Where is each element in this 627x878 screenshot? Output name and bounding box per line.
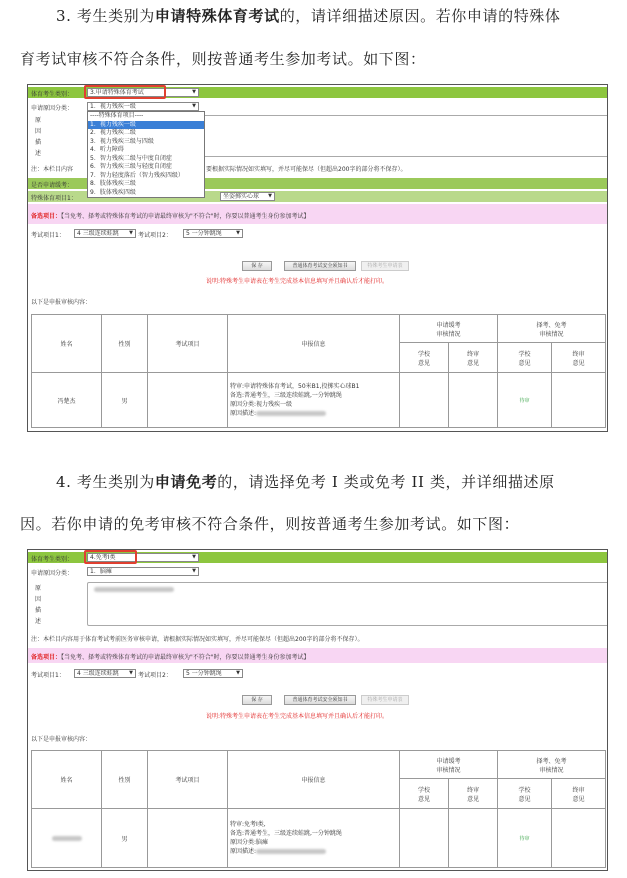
th-item: 考试项目 — [148, 751, 228, 809]
dropdown-option[interactable]: 6．智力残疾三级与轻度自闭症 — [90, 163, 172, 170]
screenshot-exemption — [27, 549, 608, 871]
note-tail: 要根据实际情况如实填写，并尽可能保尽（但超出200字的部分将不保存）。 — [206, 166, 407, 173]
highlight-box — [84, 550, 137, 564]
th-name: 姓名 — [32, 315, 102, 373]
th-info: 申报信息 — [228, 751, 400, 809]
list-caption: 以下是申报审核内容： — [31, 736, 92, 743]
category-select[interactable]: 3.申请特殊体育考试 ▼ — [87, 88, 199, 97]
dropdown-option[interactable]: 8．肢体残疾三级 — [90, 180, 136, 187]
hint-text: 说明:特殊考生申请表在考生完成基本信息填写并且确认后才能打印。 — [206, 278, 389, 285]
exam1-label: 考试项目1： — [31, 672, 65, 679]
reason-dropdown-list[interactable] — [87, 111, 205, 198]
th-exempt: 择考、免考 审核情况 — [498, 751, 606, 779]
cell-status: 待审 — [498, 373, 552, 428]
th-item: 考试项目 — [148, 315, 228, 373]
desc-char: 原 — [35, 585, 42, 592]
print-notice-button[interactable]: 普通体育考试安全须知书 — [284, 261, 356, 271]
th-defer: 申请缓考 审核情况 — [400, 315, 498, 343]
reason-label: 申请原因分类： — [31, 570, 74, 577]
reason-textarea[interactable] — [87, 582, 608, 626]
hint-text: 说明:特殊考生申请表在考生完成基本信息填写并且确认后才能打印。 — [206, 713, 389, 720]
dropdown-option[interactable]: 2．视力残疾二级 — [90, 129, 136, 136]
desc-char: 述 — [35, 618, 42, 625]
th-school: 学校 意见 — [400, 343, 449, 373]
notice-text: 备选项目：【当免考、择考或特殊体育考试的申请最终审核为"不符合"时，你要以普通考生身份参加考试】 — [31, 213, 310, 220]
notice-text: 备选项目：【当免考、择考或特殊体育考试的申请最终审核为"不符合"时，你要以普通考生身份参加考试】 — [31, 654, 310, 661]
category-label: 体育考生类别： — [31, 91, 74, 98]
exam1-select[interactable]: 4 三级连续蛙跳 ▼ — [74, 229, 136, 238]
th-exempt: 择考、免考 审核情况 — [498, 315, 606, 343]
cell-final — [552, 809, 606, 868]
screenshot-special-exam — [27, 84, 608, 432]
th-gender: 性别 — [102, 315, 148, 373]
desc-char: 描 — [35, 607, 42, 614]
redacted-text — [256, 849, 326, 854]
paragraph-3-line2: 育考试审核不符合条件，则按普通考生参加考试。如下图： — [20, 50, 426, 68]
category-select[interactable]: 4.免考Ⅰ类 ▼ — [87, 553, 199, 562]
redacted-text — [94, 587, 174, 592]
paragraph-4: 4. 考生类别为申请免考的，请选择免考 I 类或免考 II 类，并详细描述原 — [56, 473, 555, 491]
category-label: 体育考生类别： — [31, 556, 74, 563]
th-defer: 申请缓考 审核情况 — [400, 751, 498, 779]
bold-term: 申请免考 — [154, 473, 218, 491]
desc-char: 因 — [35, 128, 42, 135]
application-form-button[interactable]: 特殊考生申请表 — [361, 261, 409, 271]
exam1-label: 考试项目1： — [31, 232, 65, 239]
exam2-label: 考试项目2： — [138, 232, 172, 239]
save-button[interactable]: 保 存 — [242, 695, 272, 705]
redacted-text — [256, 411, 326, 416]
th-final: 终审 意见 — [449, 343, 498, 373]
dropdown-option[interactable]: 3．视力残疾三级与四级 — [90, 137, 154, 145]
th-info: 申报信息 — [228, 315, 400, 373]
cell-name — [32, 809, 102, 868]
desc-char: 因 — [35, 596, 42, 603]
redacted-text — [52, 836, 82, 841]
reason-label: 申请原因分类： — [31, 105, 74, 112]
cell-school — [400, 809, 449, 868]
th-name: 姓名 — [32, 751, 102, 809]
cell-status: 待审 — [498, 809, 552, 868]
special-item-label: 特殊体育项目1： — [31, 195, 77, 202]
cell-final — [449, 373, 498, 428]
th-school: 学校 意见 — [400, 779, 449, 809]
cell-final — [552, 373, 606, 428]
application-form-button[interactable]: 特殊考生申请表 — [361, 695, 409, 705]
dropdown-option[interactable]: 1．视力残疾一级 — [88, 121, 204, 130]
paragraph-3: 3. 考生类别为申请特殊体育考试的，请详细描述原因。若你申请的特殊体 — [56, 7, 561, 25]
dropdown-option[interactable]: 9．肢体残疾四级 — [90, 188, 136, 196]
cell-gender: 男 — [102, 809, 148, 868]
reason-select[interactable]: 1．脑瘫 ▼ — [87, 567, 199, 576]
list-caption: 以下是申报审核内容： — [31, 299, 92, 306]
print-notice-button[interactable]: 普通体育考试安全须知书 — [284, 695, 356, 705]
bold-term: 申请特殊体育考试 — [154, 7, 280, 25]
cell-item — [148, 373, 228, 428]
save-button[interactable]: 保 存 — [242, 261, 272, 271]
review-table — [31, 314, 606, 428]
reason-select[interactable]: 1．视力残疾一级 ▼ — [87, 102, 199, 111]
th-school: 学校 意见 — [498, 779, 552, 809]
note-text: 注：本栏目内容 — [31, 166, 74, 173]
th-final: 终审 意见 — [449, 779, 498, 809]
dropdown-option[interactable]: ----特殊体育项目---- — [90, 112, 144, 119]
cell-gender: 男 — [102, 373, 148, 428]
defer-label: 是否申请缓考： — [31, 182, 74, 189]
cell-info: 特审:申请特殊体育考试，50米B1,投掷实心球B1 备选:普通考生，三级连续蛙跳,一分钟跳绳 原因分类:视力残疾一级 原因描述: — [228, 373, 400, 428]
th-final: 终审 意见 — [552, 779, 606, 809]
exam2-label: 考试项目2： — [138, 672, 172, 679]
cell-final — [449, 809, 498, 868]
paragraph-4-line2: 因。若你申请的免考审核不符合条件，则按普通考生参加考试。如下图： — [20, 515, 520, 533]
cell-item — [148, 809, 228, 868]
review-table — [31, 750, 606, 868]
th-school: 学校 意见 — [498, 343, 552, 373]
dropdown-option[interactable]: 5．智力残疾二级与中度自闭症 — [90, 154, 172, 162]
special-item-select[interactable]: 坐姿掷实心球 ▼ — [220, 192, 275, 201]
desc-char: 描 — [35, 139, 42, 146]
cell-name: 冯楚杰 — [32, 373, 102, 428]
dropdown-option[interactable]: 7．智力轻度落后（智力残疾四级） — [90, 171, 184, 179]
cell-school — [400, 373, 449, 428]
th-gender: 性别 — [102, 751, 148, 809]
cell-info: 特审:免考Ⅰ类, 备选:普通考生，三级连续蛙跳,一分钟跳绳 原因分类:脑瘫 原因描述: — [228, 809, 400, 868]
desc-char: 述 — [35, 150, 42, 157]
th-final: 终审 意见 — [552, 343, 606, 373]
highlight-box — [84, 85, 166, 99]
exam2-select[interactable]: 5 一分钟跳绳 ▼ — [183, 669, 243, 678]
exam1-select[interactable]: 4 三级连续蛙跳 ▼ — [74, 669, 136, 678]
exam2-select[interactable]: 5 一分钟跳绳 ▼ — [183, 229, 243, 238]
note-text: 注：本栏目内容用于体育考试考前医务审核申请，请根据实际情况如实填写，并尽可能保尽（但超出200字的部分将不保存）。 — [31, 636, 364, 643]
dropdown-option[interactable]: 4．听力障碍 — [90, 146, 124, 153]
desc-char: 原 — [35, 117, 42, 124]
